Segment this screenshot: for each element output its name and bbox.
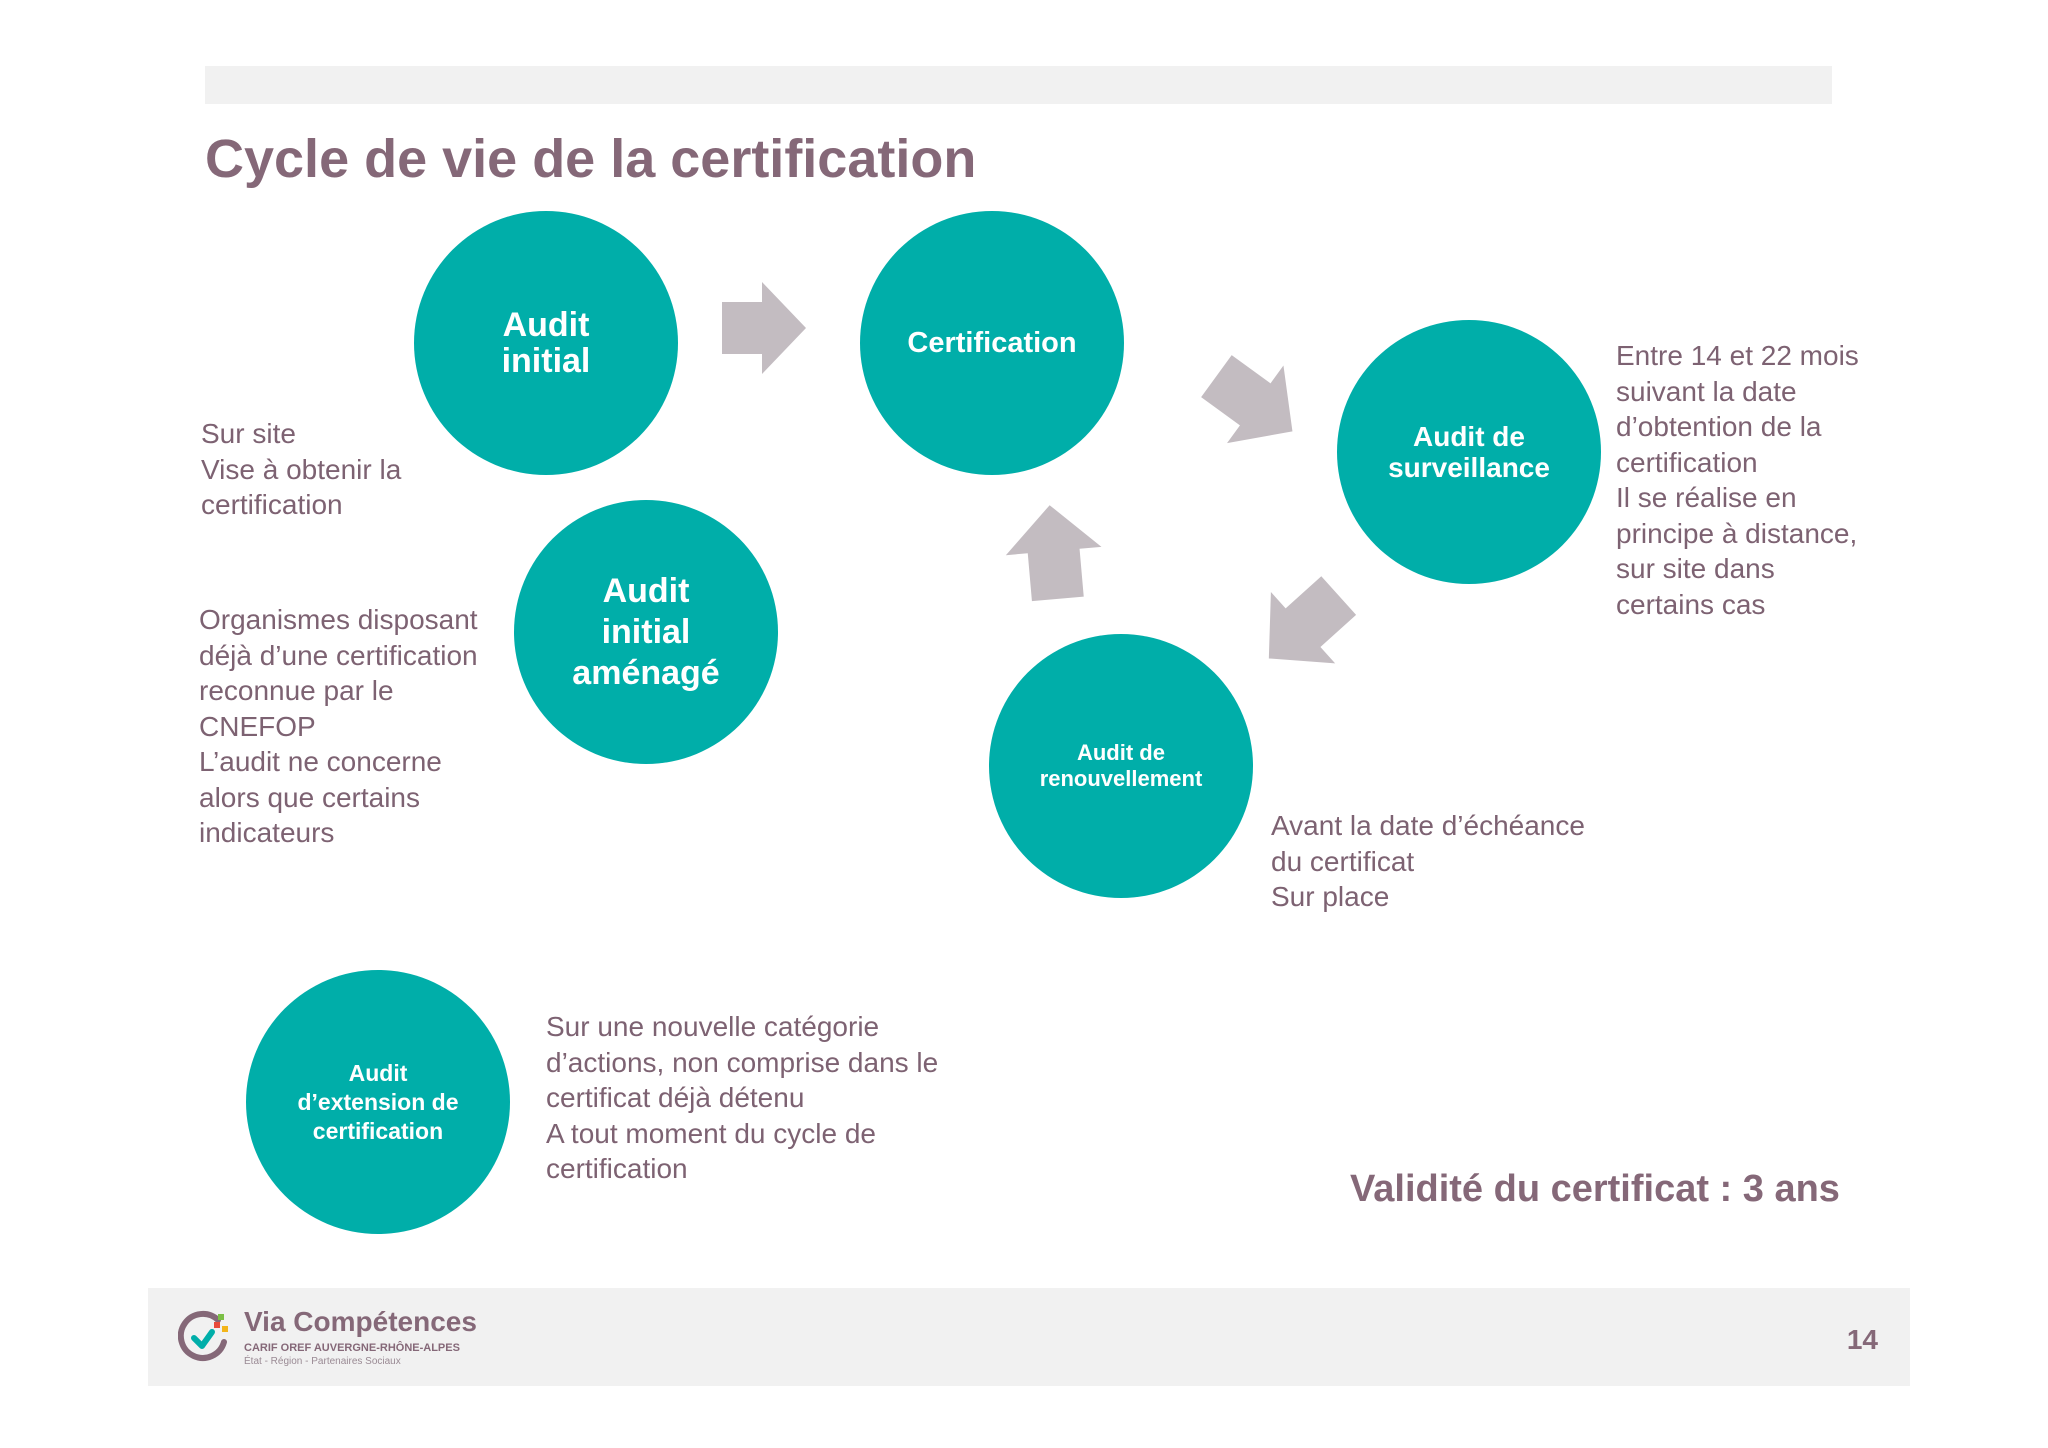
brand-name: Via Compétences: [244, 1306, 477, 1337]
note-audit-initial: Sur site Vise à obtenir la certification: [201, 418, 402, 520]
note-audit-renouvellement: Avant la date d’échéance du certificat Sur place: [1271, 810, 1585, 912]
note-audit-extension: Sur une nouvelle catégorie d’actions, non comprise dans le certificat déjà détenu A tout moment du cycle de certification: [546, 1011, 939, 1184]
node-audit-initial-amenage: Audit initial aménagé: [514, 500, 778, 764]
brand-tagline: État - Région - Partenaires Sociaux: [244, 1356, 401, 1367]
arrow-renouvellement-to-certification: [1002, 501, 1106, 603]
page-title: Cycle de vie de la certification: [205, 129, 977, 189]
arrow-initial-to-certification: [722, 282, 806, 374]
arrow-certification-to-surveillance: [1188, 337, 1320, 470]
via-competences-logo-icon: [178, 1306, 234, 1366]
node-certification: Certification: [860, 211, 1124, 475]
note-audit-initial-amenage: Organismes disposant déjà d’une certification reconnue par le CNEFOP L’audit ne concerne alors que certains indicateurs: [199, 604, 478, 848]
node-audit-extension: Audit d’extension de certification: [246, 970, 510, 1234]
validity-statement: Validité du certificat : 3 ans: [1350, 1168, 1840, 1210]
node-audit-surveillance: Audit de surveillance: [1337, 320, 1601, 584]
note-audit-surveillance: Entre 14 et 22 mois suivant la date d’obtention de la certification Il se réalise en principe à distance, sur site dans certains cas: [1616, 340, 1859, 620]
node-audit-initial: Audit initial: [414, 211, 678, 475]
node-audit-renouvellement: Audit de renouvellement: [989, 634, 1253, 898]
footer-bar: [148, 1288, 1910, 1386]
brand-subtitle: CARIF OREF AUVERGNE-RHÔNE-ALPES: [244, 1342, 460, 1354]
arrow-surveillance-to-renouvellement: [1237, 560, 1371, 694]
page-number: 14: [1846, 1324, 1878, 1355]
